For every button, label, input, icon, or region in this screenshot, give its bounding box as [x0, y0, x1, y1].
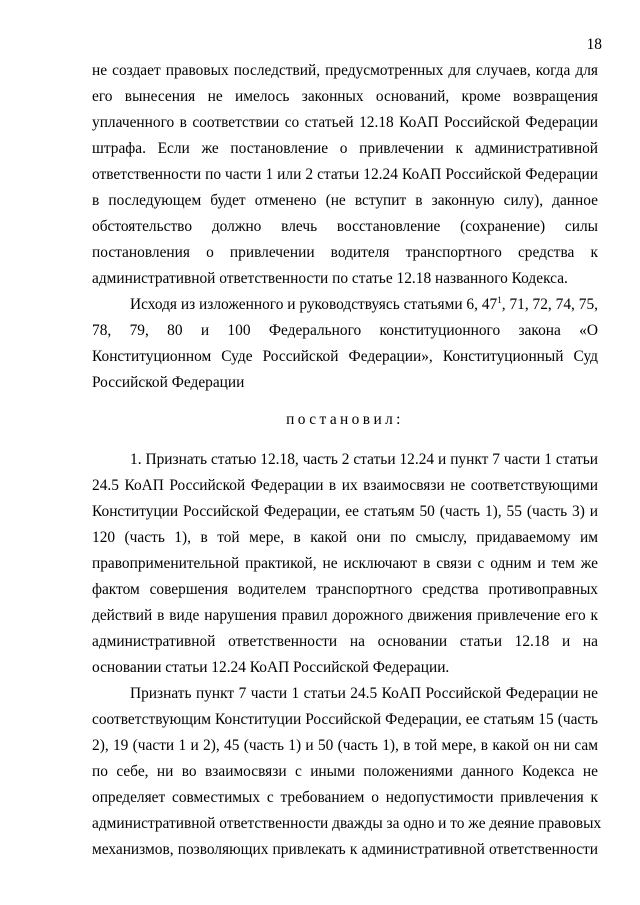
text-line: 120 (часть 1), в той мере, в какой они по смыслу, придаваемому им: [92, 529, 598, 546]
text-line: соответствующим Конституции Российской Федерации, ее статьям 15 (часть: [92, 711, 598, 728]
text-line: Конституции Российской Федерации, ее статьям 50 (часть 1), 55 (часть 3) и: [92, 503, 598, 520]
text-line: уплаченного в соответствии со статьей 12.18 КоАП Российской Федерации: [92, 114, 598, 131]
text-line: правоприменительной практикой, не исключают в связи с одним и тем же: [92, 555, 598, 572]
superscript: 1: [497, 295, 502, 305]
text-line: его вынесения не имелось законных оснований, кроме возвращения: [92, 88, 598, 105]
resolution-heading: постановил:: [286, 411, 404, 428]
text-line: не создает правовых последствий, предусмотренных для случаев, когда для: [92, 62, 598, 79]
text-fragment: Исходя из изложенного и руководствуясь статьями 6, 47: [130, 296, 498, 313]
text-line: ответственности по части 1 или 2 статьи 12.24 КоАП Российской Федерации: [92, 166, 598, 183]
text-line: обстоятельство должно влечь восстановление (сохранение) силы: [92, 218, 598, 235]
text-line: Признать пункт 7 части 1 статьи 24.5 КоАП Российской Федерации не: [130, 685, 598, 702]
text-line: [130, 292, 598, 318]
text-line: фактом совершения водителем транспортного средства противоправных: [92, 581, 598, 598]
text-line: административной ответственности по статье 12.18 названного Кодекса.: [92, 270, 568, 287]
text-line: 78, 79, 80 и 100 Федерального конституционного закона «О: [92, 322, 598, 339]
text-line: по себе, ни во взаимосвязи с иными положениями данного Кодекса не: [92, 763, 598, 780]
text-line: 1. Признать статью 12.18, часть 2 статьи 12.24 и пункт 7 части 1 статьи: [130, 451, 598, 468]
page-number: 18: [586, 36, 602, 53]
text-fragment: , 71, 72, 74, 75,: [501, 296, 598, 313]
text-line: определяет совместимых с требованием о недопустимости привлечения к: [92, 789, 598, 806]
text-line: Конституционном Суде Российской Федерации», Конституционный Суд: [92, 348, 598, 365]
text-line: постановления о привлечении водителя транспортного средства к: [92, 244, 598, 261]
text-line: административной ответственности дважды за одно и то же деяние правовых: [92, 815, 602, 832]
text-line: штрафа. Если же постановление о привлечении к административной: [92, 140, 598, 157]
text-line: административной ответственности на основании статьи 12.18 и на: [92, 633, 598, 650]
text-line: 24.5 КоАП Российской Федерации в их взаимосвязи не соответствующими: [92, 477, 598, 494]
text-line: в последующем будет отменено (не вступит в законную силу), данное: [92, 192, 598, 209]
text-line: действий в виде нарушения правил дорожного движения привлечение его к: [92, 607, 598, 624]
text-line: 2), 19 (части 1 и 2), 45 (часть 1) и 50 (часть 1), в той мере, в какой он ни сам: [92, 737, 598, 754]
text-line: механизмов, позволяющих привлекать к административной ответственности: [92, 841, 598, 858]
text-line: Российской Федерации: [92, 374, 245, 391]
text-line: основании статьи 12.24 КоАП Российской Федерации.: [92, 659, 450, 676]
